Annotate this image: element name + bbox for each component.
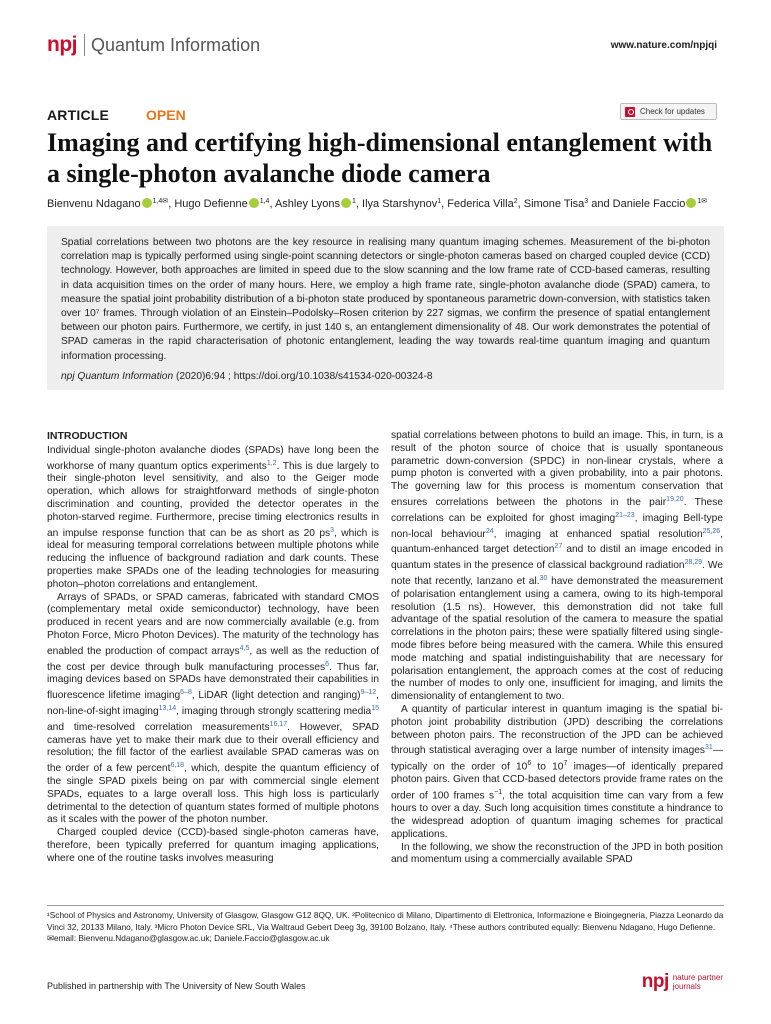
author-name: Daniele Faccio: [612, 198, 686, 210]
author[interactable]: [174, 198, 269, 210]
body-column-right: [391, 430, 723, 867]
author-name: Hugo Defienne: [174, 198, 248, 210]
author-name: Ashley Lyons: [274, 198, 340, 210]
article-type-label: ARTICLE: [47, 107, 110, 123]
affiliations-footnote: ¹School of Physics and Astronomy, University of Glasgow, Glasgow G12 8QQ, UK. ²Politecnico di Milano, Dipartimento di Elettronica, Informazione e Bioingegneria, Piazza Leonardo da Vinci 32, 20133 Milano, Italy. ³Micro Photon Device SRL, Via Waltraud Gebert Deeg 3g, 39100 Bolzano, Italy. ⁴These authors contributed equally: Bienvenu Ndagano, Hugo Defienne. ✉email: Bienvenu.Ndagano@glasgow.ac.uk; Daniele.Faccio@glasgow.ac.uk: [47, 910, 724, 943]
npj-brand: npj: [47, 33, 77, 56]
orcid-icon[interactable]: [249, 198, 259, 208]
journal-name: Quantum Information: [91, 34, 261, 55]
author-affiliation: 2: [513, 198, 518, 205]
author-name: Bienvenu Ndagano: [47, 198, 141, 210]
check-for-updates-label: Check for updates: [640, 107, 705, 116]
author-name: Simone Tisa: [523, 198, 585, 210]
paragraph: Arrays of SPADs, or SPAD cameras, fabricated with standard CMOS (complementary metal oxide semiconductor) technology, have been produced in recent years and are now commercially available (e.g. from Photon Force, Micro Photon Devices). The maturity of the technology has enabled the production of compact arrays$^{4,5}$, as well as the reduction of the cost per device through bulk manufacturing processes$^6$. Thus far, imaging devices based on SPADs have demonstrated their capabilities in fluorescence lifetime imaging$^{6-8}$, LiDAR (light detection and ranging)$^{9-12}$, non-line-of-sight imaging$^{13,14}$, imaging through strongly scattering media$^{15}$ and time-resolved correlation measurements$^{16,17}$. However, SPAD cameras have yet to make their mark due to their overall efficiency and resolution; the fill factor of the earliest available SPAD cameras was on the order of a few percent$^{6,18}$, which, despite the quantum efficiency of the single SPAD pixels being on par with commercial single element SPADs, equates to a large overall loss. This high loss is particularly detrimental to the detection of quantum states formed of multiple photons as it scales with the power of the photon number.: [47, 591, 380, 826]
author-affiliation: 1: [437, 198, 442, 205]
abstract-text: Spatial correlations between two photons are the key resource in realising many quantum imaging schemes. Measurement of the bi-photon correlation map is typically performed using single-point scanning detectors or single-photon cameras based on charged coupled device (CCD) technology. However, both approaches are limited in speed due to the slow scanning and the low frame rate of CCD-based cameras, resulting in data acquisition times on the order of many hours. Here, we employ a high frame rate, single-photon avalanche diode (SPAD) camera, to measure the spatial joint probability distribution of a bi-photon state produced by spontaneous parametric down-conversion, with statistics taken over 10⁷ frames. Through violation of an Einstein–Podolsky–Rosen criterion by 227 sigmas, we confirm the presence of spatial entanglement between our photon pairs. Furthermore, we certify, in just 140 s, an entanglement dimensionality of 48. Our work demonstrates the potential of SPAD cameras in the rapid characterisation of photonic entanglement, leading the way towards real-time quantum imaging and quantum information processing.: [61, 237, 710, 362]
author[interactable]: [47, 198, 168, 210]
nature-partner-journals-logo[interactable]: [642, 971, 723, 993]
author[interactable]: [613, 198, 708, 210]
author-affiliation: 1: [351, 198, 356, 205]
orcid-icon[interactable]: [142, 198, 152, 208]
author-affiliation: 1,4✉: [152, 198, 169, 205]
crossmark-icon: [625, 107, 635, 117]
orcid-icon[interactable]: [341, 198, 351, 208]
footnote-divider: [47, 905, 724, 906]
author-affiliation: 1✉: [697, 198, 708, 205]
citation-journal: npj Quantum Information: [61, 370, 174, 382]
paragraph: spatial correlations between photons to build an image. This, in turn, is a result of the photon source of choice that is usually spontaneous parametric down-conversion (SPDC) in non-linear crystals, where a pump photon is converted with a given probability, into a pair photons. The governing law for this process is momentum conservation that ensures correlations between the photons in the pair$^{19,20}$. These correlations can be exploited for ghost imaging$^{21-23}$, imaging Bell-type non-local behaviour$^{24}$, imaging at enhanced spatial resolution$^{25,26}$, quantum-enhanced target detection$^{27}$ and to distil an image encoded in quantum states in the presence of classical background radiation$^{28,29}$. We note that recently, Ianzano et al.$^{30}$ have demonstrated the measurement of polarisation entanglement using a camera, owing to its high-temporal resolution (1.5 ns). However, this demonstration did not take full advantage of the spatial resolution of the camera to measure the spatial correlations in the photon pairs; these were spatially filtered using single-mode fibres before being measured with the camera. While this ensured mode matching and spatial indistinguishability that are necessary for polarisation entanglement, the approach comes at the cost of reducing the number of modes to only one, insufficient for imaging, and limits the dimensionality of entanglement to two.: [391, 430, 724, 703]
author-name: Ilya Starshynov: [362, 198, 438, 210]
author[interactable]: [524, 198, 588, 210]
paragraph: Individual single-photon avalanche diodes (SPADs) have long been the workhorse of many quantum optics experiments$^{1,2}$. This is due largely to their single-photon level sensitivity, and also to the Geiger mode operation, which allows for straightforward methods of single-photon discrimination and counting, provided the detector operates in the photon-starved regime. Furthermore, precise timing electronics results in an impulse response function that can be as short as 20 ps$^3$, which is ideal for measuring temporal correlations between multiple photons while reducing the influence of background radiation and dark counts. These properties make SPADs one of the leading technologies for measuring photon–photon correlations and entanglement.: [47, 444, 379, 590]
author-affiliation: 1,4: [259, 198, 270, 205]
article-title: Imaging and certifying high-dimensional entanglement with a single-photon avalanche diode camera: [47, 128, 713, 188]
author[interactable]: [447, 198, 517, 210]
open-access-label: OPEN: [146, 107, 186, 123]
orcid-icon[interactable]: [686, 198, 696, 208]
logo-divider: [84, 34, 85, 56]
section-heading-introduction: INTRODUCTION: [47, 430, 128, 442]
body-column-left: [47, 430, 379, 866]
partnership-note: Published in partnership with The University of New South Wales: [47, 981, 306, 991]
journal-logo[interactable]: [47, 33, 260, 57]
journal-url[interactable]: www.nature.com/npjqi: [610, 40, 717, 51]
citation-line: [61, 370, 710, 384]
abstract-box: [47, 226, 724, 390]
check-for-updates-button[interactable]: [620, 103, 717, 120]
author-list: Bienvenu Ndagano $^{1,4✉}$, Hugo Defienne $^{1,4}$, Ashley Lyons $^1$, Ilya Starshynov$^1$, Federica Villa$^2$, Simone Tisa$^3$ and Daniele Faccio $^{1✉}$: [47, 198, 708, 210]
citation-doi[interactable]: (2020)6:94 ; https://doi.org/10.1038/s41534-020-00324-8: [173, 370, 433, 382]
paragraph: A quantity of particular interest in quantum imaging is the spatial bi-photon joint probability distribution (JPD) describing the correlations between photon pairs. The reconstruction of the JPD can be achieved through statistical averaging over a large number of intensity images$^{31}$—typically on the order of $10^6$ to $10^7$ images—of identically prepared photon pairs. Given that CCD-based detectors provide frame rates on the order of 100 frames $s^{-1}$, the total acquisition time can vary from a few hours to over a day. Such long acquisition times constitute a hindrance to the widespread adoption of quantum imaging schemes for practical applications.: [391, 703, 724, 840]
author[interactable]: [275, 198, 356, 210]
footer-npj-brand: npj: [641, 971, 669, 992]
paragraph: Charged coupled device (CCD)-based single-photon cameras have, therefore, been typically preferred for quantum imaging applications, where one of the routine tasks involves measuring: [47, 827, 379, 864]
author-affiliation: 3: [584, 198, 589, 205]
author-name: Federica Villa: [447, 198, 514, 210]
paragraph: In the following, we show the reconstruction of the JPD in both position and momentum using a commercially available SPAD: [391, 841, 723, 866]
footer-partner-text: nature partner journals: [672, 973, 723, 991]
author[interactable]: [362, 198, 441, 210]
